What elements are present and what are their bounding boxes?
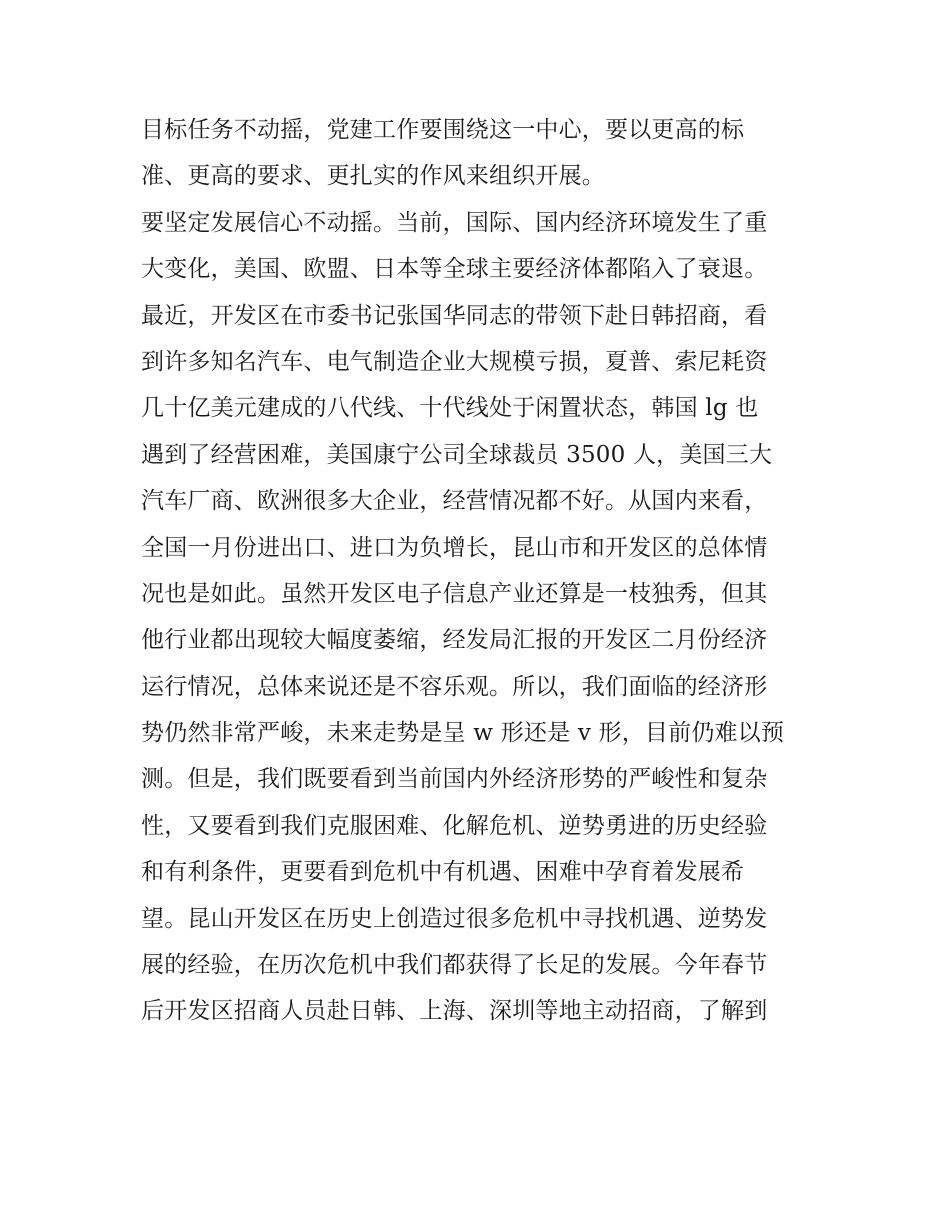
text-line: 大变化，美国、欧盟、日本等全球主要经济体都陷入了衰退。 bbox=[141, 256, 768, 283]
text-line: 最近，开发区在市委书记张国华同志的带领下赴日韩招商，看 bbox=[141, 302, 768, 329]
text-line: 到许多知名汽车、电气制造企业大规模亏损，夏普、索尼耗资 bbox=[141, 348, 768, 375]
text-line: 势仍然非常严峻，未来走势是呈 w 形还是 v 形，目前仍难以预 bbox=[141, 720, 785, 747]
text-line: 望。昆山开发区在历史上创造过很多危机中寻找机遇、逆势发 bbox=[141, 905, 768, 932]
text-line: 性，又要看到我们克服困难、化解危机、逆势勇进的历史经验 bbox=[141, 812, 768, 839]
text-line: 全国一月份进出口、进口为负增长，昆山市和开发区的总体情 bbox=[141, 534, 768, 561]
text-line: 他行业都出现较大幅度萎缩，经发局汇报的开发区二月份经济 bbox=[141, 627, 768, 654]
text-line: 展的经验，在历次危机中我们都获得了长足的发展。今年春节 bbox=[141, 952, 768, 979]
body-text bbox=[141, 107, 821, 1035]
text-line: 目标任务不动摇，党建工作要围绕这一中心，要以更高的标 bbox=[141, 117, 745, 143]
text-line: 况也是如此。虽然开发区电子信息产业还算是一枝独秀，但其 bbox=[141, 580, 768, 607]
text-line: 汽车厂商、欧洲很多大企业，经营情况都不好。从国内来看， bbox=[141, 488, 768, 515]
text-line: 和有利条件，更要看到危机中有机遇、困难中孕育着发展希 bbox=[141, 859, 745, 886]
text-line: 几十亿美元建成的八代线、十代线处于闲置状态，韩国 lg 也 bbox=[141, 395, 759, 422]
text-line: 遇到了经营困难，美国康宁公司全球裁员 3500 人，美国三大 bbox=[141, 441, 773, 468]
text-line: 后开发区招商人员赴日韩、上海、深圳等地主动招商，了解到 bbox=[141, 998, 768, 1025]
text-line: 准、更高的要求、更扎实的作风来组织开展。 bbox=[141, 163, 605, 190]
text-line: 测。但是，我们既要看到当前国内外经济形势的严峻性和复杂 bbox=[141, 766, 768, 793]
text-line: 运行情况，总体来说还是不容乐观。所以，我们面临的经济形 bbox=[141, 673, 768, 700]
text-line: 要坚定发展信心不动摇。当前，国际、国内经济环境发生了重 bbox=[141, 209, 768, 236]
